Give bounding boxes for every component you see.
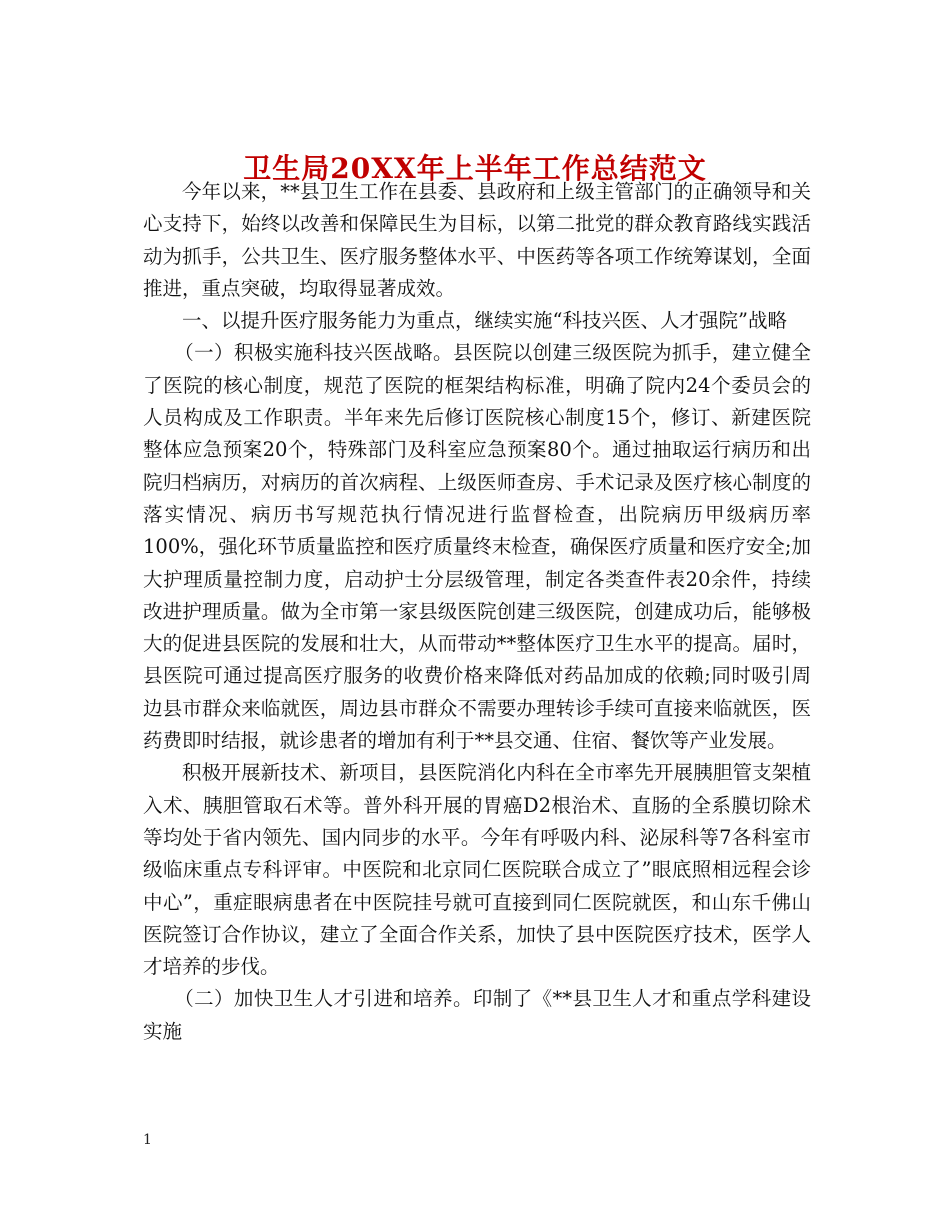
document-title: 卫生局20XX年上半年工作总结范文 (243, 151, 707, 185)
subsection-paragraph-2: （二）加快卫生人才引进和培养。印制了《**县卫生人才和重点学科建设实施 (143, 987, 811, 1043)
new-technology-paragraph: 积极开展新技术、新项目，县医院消化内科在全市率先开展胰胆管支架植入术、胰胆管取石术等。普外科开展的胃癌D2根治术、直肠的全系膜切除术等均处于省内领先、国内同步的水平。今年有呼吸内科、泌尿科等7各科室市级临床重点专科评审。中医院和北京同仁医院联合成立了”眼底照相远程会诊中心”，重症眼病患者在中医院挂号就可直接到同仁医院就医，和山东千佛山医院签订合作协议，建立了全面合作关系，加快了县中医院医疗技术，医学人才培养的步伐。 (143, 761, 811, 979)
document-body (143, 176, 811, 1048)
page-number: 1 (143, 1132, 152, 1148)
intro-paragraph: 今年以来，**县卫生工作在县委、县政府和上级主管部门的正确领导和关心支持下，始终以改善和保障民生为目标，以第二批党的群众教育路线实践活动为抓手，公共卫生、医疗服务整体水平、中医药等各项工作统筹谋划，全面推进，重点突破，均取得显著成效。 (143, 180, 811, 300)
section-heading-1: 一、以提升医疗服务能力为重点，继续实施“科技兴医、人才强院”战略 (182, 309, 787, 333)
subsection-paragraph-1: （一）积极实施科技兴医战略。县医院以创建三级医院为抓手，建立健全了医院的核心制度，规范了医院的框架结构标准，明确了院内24个委员会的人员构成及工作职责。半年来先后修订医院核心制度15个，修订、新建医院整体应急预案20个，特殊部门及科室应急预案80个。通过抽取运行病历和出院归档病历，对病历的首次病程、上级医师查房、手术记录及医疗核心制度的落实情况、病历书写规范执行情况进行监督检查，出院病历甲级病历率100%，强化环节质量监控和医疗质量终末检查，确保医疗质量和医疗安全;加大护理质量控制力度，启动护士分层级管理，制定各类查件表20余件，持续改进护理质量。做为全市第一家县级医院创建三级医院，创建成功后，能够极大的促进县医院的发展和壮大，从而带动**整体医疗卫生水平的提高。届时，县医院可通过提高医疗服务的收费价格来降低对药品加成的依赖;同时吸引周边县市群众来临就医，周边县市群众不需要办理转诊手续可直接来临就医，医药费即时结报，就诊患者的增加有利于**县交通、住宿、餐饮等产业发展。 (143, 341, 811, 753)
